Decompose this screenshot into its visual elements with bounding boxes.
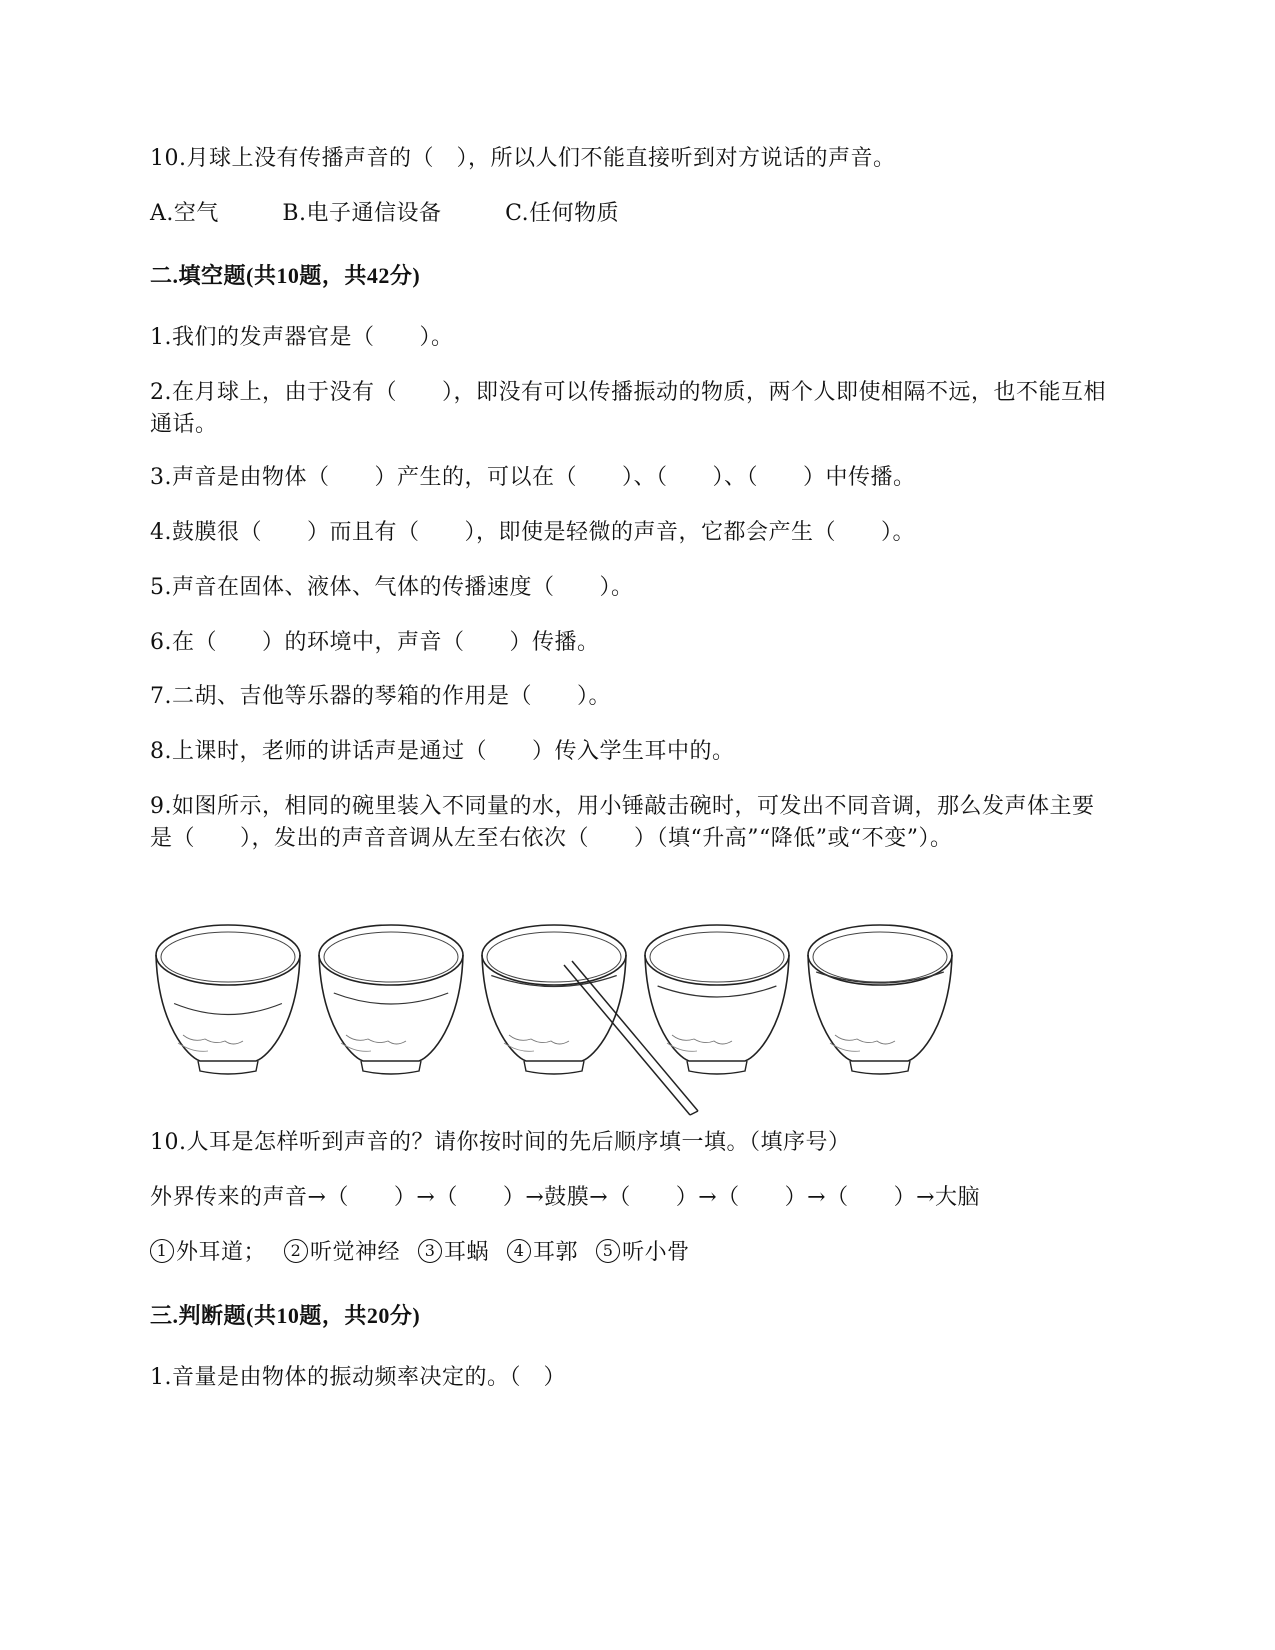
bowl [319, 925, 463, 1074]
fill-question-4: 4.鼓膜很（ ）而且有（ ），即使是轻微的声音，它都会产生（ ）。 [150, 520, 915, 545]
fill-question-1: 1.我们的发声器官是（ ）。 [150, 325, 454, 350]
option-b: B.电子通信设备 [282, 201, 442, 226]
fill-question-8: 8.上课时，老师的讲话声是通过（ ）传入学生耳中的。 [150, 739, 735, 764]
ear-part-label: 听小骨 [622, 1240, 690, 1265]
fill-question-5: 5.声音在固体、液体、气体的传播速度（ ）。 [150, 575, 634, 600]
fill-question-10: 10.人耳是怎样听到声音的？请你按时间的先后顺序填一填。（填序号） [150, 1130, 851, 1155]
section-heading-fill-blank: 二.填空题(共10题，共42分) [150, 263, 421, 288]
fill-question-2: 2.在月球上，由于没有（ ），即没有可以传播振动的物质，两个人即使相隔不远，也不能互相通话。 [150, 380, 1106, 437]
circled-number: 1 [150, 1239, 174, 1263]
ear-part-label: 耳蜗 [444, 1240, 490, 1265]
ear-part-label: 听觉神经 [310, 1240, 401, 1265]
question-1-10: 10.月球上没有传播声音的（ ），所以人们不能直接听到对方说话的声音。 [150, 146, 896, 171]
ear-part-label: 耳郭 [533, 1240, 579, 1265]
fill-question-9: 9.如图所示，相同的碗里装入不同量的水，用小锤敲击碗时，可发出不同音调，那么发声体主要是（ ），发出的声音音调从左至右依次（ ）（填“升高”“降低”或“不变”）。 [150, 794, 1095, 851]
ear-part-label: 外耳道； [176, 1240, 267, 1265]
section-heading-true-false: 三.判断题(共10题，共20分) [150, 1303, 421, 1328]
ear-part-item [150, 1237, 266, 1269]
fill-question-3: 3.声音是由物体（ ）产生的，可以在（ ）、（ ）、（ ）中传播。 [150, 465, 916, 490]
circled-number: 4 [507, 1239, 531, 1263]
fill-question-7: 7.二胡、吉他等乐器的琴箱的作用是（ ）。 [150, 684, 611, 709]
fill-question-6: 6.在（ ）的环境中，声音（ ）传播。 [150, 630, 600, 655]
ear-part-item [596, 1237, 690, 1269]
bowl [808, 925, 952, 1074]
circled-number: 2 [284, 1239, 308, 1263]
bowl [156, 925, 300, 1074]
judge-question-1: 1.音量是由物体的振动频率决定的。（ ） [150, 1365, 566, 1390]
bowls-figure [150, 915, 1010, 1130]
ear-part-item [507, 1237, 578, 1269]
circled-number: 3 [418, 1239, 442, 1263]
bowl [645, 925, 789, 1074]
fill-question-10-chain: 外界传来的声音→（ ）→（ ）→鼓膜→（ ）→（ ）→（ ）→大脑 [150, 1185, 981, 1210]
question-1-10-options [150, 198, 675, 230]
ear-part-item [418, 1237, 489, 1269]
option-a: A.空气 [150, 201, 219, 226]
option-c: C.任何物质 [505, 201, 620, 226]
fill-question-10-items [150, 1237, 708, 1269]
circled-number: 5 [596, 1239, 620, 1263]
ear-part-item [284, 1237, 400, 1269]
